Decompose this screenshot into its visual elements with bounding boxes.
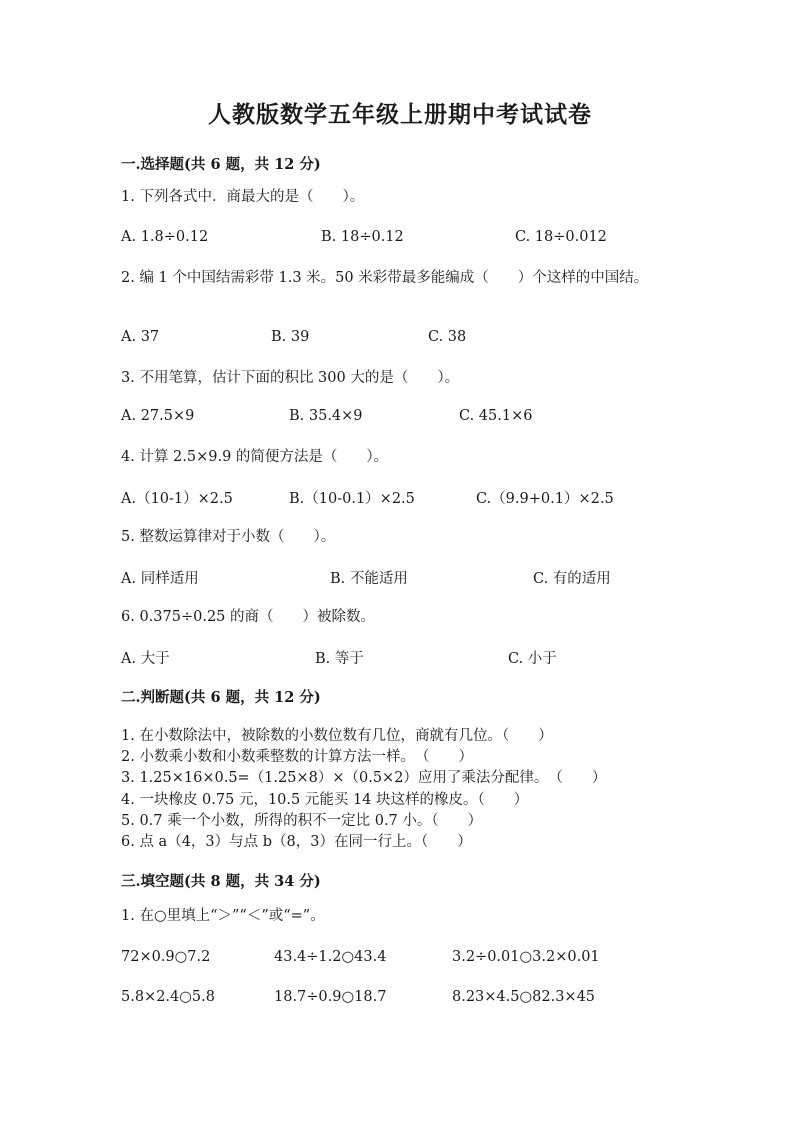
question-text: 4. 计算 2.5×9.9 的简便方法是（ ）。 — [121, 449, 389, 465]
option-c: C.（9.9+0.1）×2.5 — [476, 491, 614, 507]
section-heading-choice: 一.选择题(共 6 题，共 12 分) — [121, 156, 321, 173]
question-text: 3. 不用笔算，估计下面的积比 300 大的是（ ）。 — [121, 370, 460, 386]
question-text: 2. 编 1 个中国结需彩带 1.3 米。50 米彩带最多能编成（ ）个这样的中国结。 — [121, 270, 649, 286]
compare-item: 5.8×2.4○5.8 — [121, 989, 215, 1005]
option-b: B. 35.4×9 — [289, 408, 363, 424]
compare-item: 18.7÷0.9○18.7 — [274, 989, 387, 1005]
option-c: C. 45.1×6 — [459, 408, 533, 424]
compare-item: 43.4÷1.2○43.4 — [274, 949, 387, 965]
option-c: C. 有的适用 — [533, 571, 611, 587]
judge-item: 6. 点 a（4，3）与点 b（8，3）在同一行上。（ ） — [121, 834, 472, 850]
page-title: 人教版数学五年级上册期中考试试卷 — [208, 101, 592, 128]
question-text: 6. 0.375÷0.25 的商（ ）被除数。 — [121, 609, 375, 625]
option-b: B. 不能适用 — [330, 571, 408, 587]
question-text: 5. 整数运算律对于小数（ ）。 — [121, 529, 336, 545]
option-b: B. 等于 — [315, 651, 364, 667]
judge-item: 1. 在小数除法中，被除数的小数位数有几位，商就有几位。（ ） — [121, 728, 553, 744]
compare-item: 8.23×4.5○82.3×45 — [452, 989, 596, 1005]
judge-item: 3. 1.25×16×0.5=（1.25×8）×（0.5×2）应用了乘法分配律。 （ ） — [121, 770, 607, 786]
compare-item: 72×0.9○7.2 — [121, 949, 211, 965]
judge-item: 4. 一块橡皮 0.75 元，10.5 元能买 14 块这样的橡皮。（ ） — [121, 792, 529, 808]
option-c: C. 38 — [428, 329, 467, 345]
section-heading-judge: 二.判断题(共 6 题，共 12 分) — [121, 689, 321, 706]
compare-item: 3.2÷0.01○3.2×0.01 — [452, 949, 600, 965]
option-c: C. 18÷0.012 — [515, 229, 607, 245]
question-text: 1. 在○里填上“＞”“＜”或“=”。 — [121, 908, 325, 924]
option-b: B.（10-0.1）×2.5 — [289, 491, 415, 507]
section-heading-fill: 三.填空题(共 8 题，共 34 分) — [121, 873, 321, 890]
option-a: A.（10-1）×2.5 — [121, 491, 233, 507]
option-a: A. 37 — [121, 329, 160, 345]
judge-item: 5. 0.7 乘一个小数，所得的积不一定比 0.7 小。（ ） — [121, 813, 483, 829]
judge-item: 2. 小数乘小数和小数乘整数的计算方法一样。 （ ） — [121, 749, 473, 765]
option-b: B. 39 — [271, 329, 310, 345]
option-a: A. 大于 — [121, 651, 170, 667]
option-a: A. 27.5×9 — [121, 408, 195, 424]
option-c: C. 小于 — [508, 651, 557, 667]
option-b: B. 18÷0.12 — [321, 229, 404, 245]
option-a: A. 1.8÷0.12 — [121, 229, 209, 245]
question-text: 1. 下列各式中．商最大的是（ ）。 — [121, 189, 365, 205]
option-a: A. 同样适用 — [121, 571, 199, 587]
